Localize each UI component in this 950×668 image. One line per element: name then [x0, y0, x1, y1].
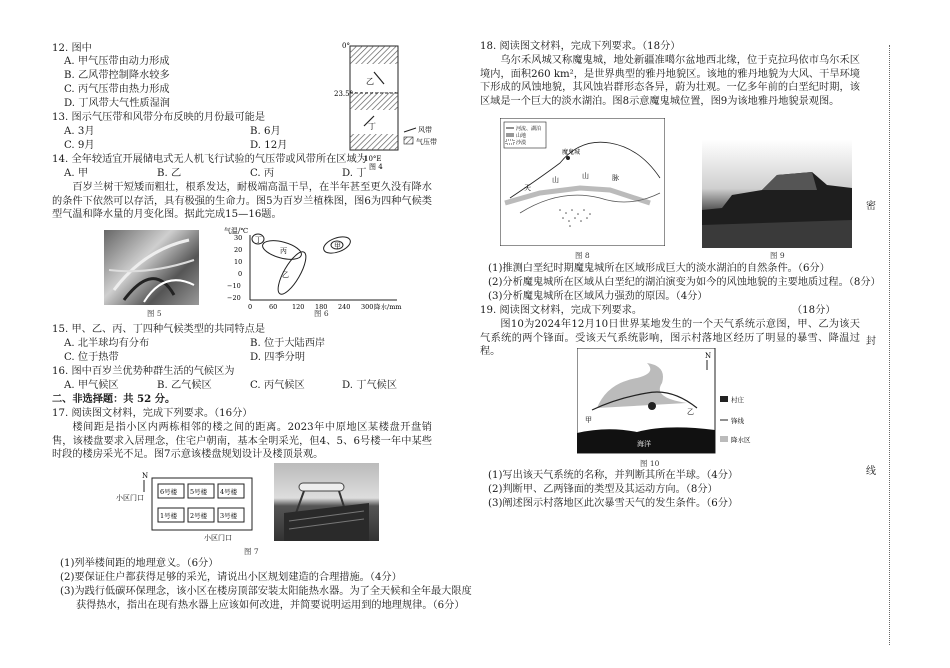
mountain-char-2: 山	[552, 176, 559, 184]
q16-option-c: C. 丙气候区	[250, 380, 305, 391]
legend-mountains: 山地	[516, 133, 527, 139]
yardang-illustration	[702, 140, 852, 248]
q15-option-b: B. 位于大陆西岸	[250, 338, 326, 349]
building-5: 5号楼	[190, 488, 208, 496]
pressure-belt-mid	[350, 92, 398, 110]
fig7-gate-left: 小区门口	[116, 494, 144, 502]
q19-title: 19. 阅读图文材料，完成下列要求。	[480, 305, 643, 316]
q17-sub-2: (2)要保证住户都获得足够的采光，请说出小区规划建造的合理措施。（4分）	[60, 572, 402, 583]
q14-option-d: D. 丁	[342, 168, 367, 179]
xtick: 0	[248, 303, 253, 311]
q16-title: 16. 图中百岁兰优势种群生活的气候区为	[52, 366, 235, 377]
fig6-ylabel: 气温/℃	[224, 227, 249, 235]
q12-option-a: A. 甲气压带由动力形成	[64, 56, 170, 67]
q13-option-c: C. 9月	[64, 140, 95, 151]
xtick: 300	[361, 303, 374, 311]
q16-option-b: B. 乙气候区	[157, 380, 212, 391]
q18-paragraph: 乌尔禾风城又称魔鬼城，地处新疆准噶尔盆地西北缘，位于克拉玛依市乌尔禾区境内，面积260 km²，是世界典型的雅丹地貌区。该地的雅丹地貌为大风、干旱环境下形成的风蚀地貌，其风蚀岩群形态各异，蔚为壮观。一亿多年前的白垩纪时期，该区域是一个巨大的淡水湖泊。图8示意魔鬼城位置，图9为该地雅丹地貌景观图。	[480, 55, 860, 107]
figure-10	[577, 348, 772, 458]
figure-5-photo	[104, 230, 199, 305]
legend-pressure: 气压带	[416, 138, 437, 146]
fig10-sea: 海洋	[637, 440, 651, 448]
q19-sub-2: (2)判断甲、乙两锋面的类型及其运动方向。（8分）	[488, 484, 718, 495]
legend-pressure-swatch	[404, 137, 413, 144]
q19-sub-1: (1)写出该天气系统的名称，并判断其所在半球。（4分）	[488, 470, 739, 481]
fig4-label-yi: 乙	[366, 77, 374, 86]
q15-option-c: C. 位于热带	[64, 352, 119, 363]
mountain-char-4: 脉	[612, 174, 619, 182]
fig6-label-bing: 丙	[280, 247, 287, 255]
binding-char-feng: 封	[862, 333, 880, 351]
building-6: 6号楼	[160, 488, 178, 496]
q13-option-b: B. 6月	[250, 126, 281, 137]
legend-precip-swatch	[720, 436, 728, 442]
figure-7-plan	[112, 470, 262, 548]
section-2-heading: 二、非选择题：共 52 分。	[52, 393, 176, 405]
q15-option-a: A. 北半球均有分布	[64, 338, 150, 349]
plant-illustration	[104, 230, 199, 305]
fig4-lat-23: 23.5°	[334, 90, 354, 98]
q18-title: 18. 阅读图文材料，完成下列要求。（18分）	[480, 41, 681, 52]
q19-sub-3: (3)阐述图示村落地区此次暴雪天气的发生条件。（6分）	[488, 498, 739, 509]
fig6-label-ding: 丁	[255, 236, 262, 244]
fig10-legend-village: 村庄	[731, 396, 744, 404]
fig7-caption: 图 7	[244, 547, 259, 556]
q12-option-c: C. 丙气压带由热力形成	[64, 84, 170, 95]
fig8-devil-city: 魔鬼城	[562, 149, 581, 156]
fig4-label-ding: 丁	[368, 122, 376, 131]
q16-option-a: A. 甲气候区	[64, 380, 119, 391]
front-jia: 甲	[585, 416, 592, 424]
climate-yi-ellipse	[273, 248, 311, 298]
fig8-caption: 图 8	[575, 251, 590, 260]
q18-sub-3: (3)分析魔鬼城所在区域风力强劲的原因。（4分）	[488, 291, 708, 302]
q14-option-b: B. 乙	[157, 168, 182, 179]
q13-option-d: D. 12月	[250, 140, 288, 151]
fig6-xlabel: 降水/mm	[374, 303, 402, 311]
pressure-belt-top	[350, 46, 398, 64]
fig4-caption: 图 4	[369, 163, 383, 170]
q17-title: 17. 阅读图文材料，完成下列要求。（16分）	[52, 408, 253, 419]
xtick: 120	[292, 303, 305, 311]
q12-option-d: D. 丁风带大气性质湿润	[64, 98, 170, 109]
q17-sub-3a: (3)为践行低碳环保理念，该小区在楼房顶部安装太阳能热水器。为了全天候和全年最大限度	[60, 586, 472, 597]
ytick: −10	[227, 282, 241, 290]
binding-char-mi: 密	[862, 198, 880, 216]
ytick: 20	[234, 246, 243, 254]
legend-village-swatch	[720, 396, 728, 402]
figure-7-photo	[274, 463, 379, 541]
fig7-north: N	[142, 472, 149, 480]
xtick: 60	[269, 303, 278, 311]
mountain-char-1: 天	[524, 184, 531, 192]
q12-title: 12. 图中	[52, 43, 92, 54]
legend-wind-arrow	[404, 128, 416, 132]
q18-sub-2: (2)分析魔鬼城所在区域从白垩纪的湖泊演变为如今的风蚀地貌的主要地质过程。（8分）	[488, 277, 881, 288]
mountain-char-3: 山	[582, 172, 589, 180]
fig10-legend-precip: 降水区	[731, 436, 751, 444]
figure-9-photo	[702, 140, 852, 248]
ytick: 30	[234, 234, 243, 242]
solar-heater-illustration	[274, 463, 379, 541]
building-3: 3号楼	[220, 512, 238, 520]
pressure-belt-bottom	[350, 134, 398, 150]
q18-sub-1: (1)推测白垩纪时期魔鬼城所在区域形成巨大的淡水湖泊的自然条件。（6分）	[488, 263, 830, 274]
devil-city-marker	[566, 156, 570, 160]
q12-option-b: B. 乙风带控制降水较多	[64, 70, 170, 81]
binding-dotted-line	[889, 45, 890, 645]
xtick: 240	[338, 303, 351, 311]
q17-sub-3b: 获得热水，指出在现有热水器上应该如何改进，并简要说明运用到的地理规律。（6分）	[76, 600, 465, 611]
binding-char-xian: 线	[862, 463, 880, 481]
fig6-label-jia: 甲	[334, 242, 341, 250]
paragraph-15-16: 百岁兰树干短矮而粗壮，根系发达，耐极端高温干旱，在半年甚至更久没有降水的条件下依然可以存活，具有极强的生命力。图5为百岁兰植株图，图6为四种气候类型气温和降水量的月变化图。据此完成15—16题。	[52, 182, 432, 221]
figure-4	[334, 40, 454, 170]
q14-title: 14. 全年较适宜开展储电式无人机飞行试验的气压带或风带所在区域为	[52, 154, 367, 165]
fig10-north: N	[705, 352, 712, 360]
fig4-lon: 10°E	[364, 155, 382, 163]
building-2: 2号楼	[190, 512, 208, 520]
q15-title: 15. 甲、乙、丙、丁四种气候类型的共同特点是	[52, 324, 266, 335]
front-yi: 乙	[687, 408, 694, 416]
legend-desert: 沙漠	[516, 140, 527, 146]
legend-rivers: 河流、湖泊	[516, 126, 542, 132]
q15-option-d: D. 四季分明	[250, 352, 306, 363]
legend-wind: 风带	[418, 126, 432, 134]
figure-8-map	[500, 118, 665, 246]
xtick: 180	[315, 303, 328, 311]
q19-paragraph: 图10为2024年12月10日世界某地发生的一个天气系统示意图，甲、乙为该天气系统的两个锋面。受该天气系统影响，图示村落地区经历了明显的暴雪、降温过程。	[480, 319, 860, 358]
fig6-xticks	[248, 303, 373, 311]
fig6-label-yi: 乙	[282, 271, 289, 279]
q17-sub-1: (1)列举楼间距的地理意义。（6分）	[60, 558, 219, 569]
ytick: 10	[234, 258, 243, 266]
q13-option-a: A. 3月	[64, 126, 95, 137]
fig5-caption: 图 5	[147, 309, 162, 318]
fig6-caption: 图 6	[314, 309, 329, 318]
ytick: 0	[238, 270, 243, 278]
q16-option-d: D. 丁气候区	[342, 380, 398, 391]
q14-option-a: A. 甲	[64, 168, 89, 179]
fig4-lat-0: 0°	[342, 42, 350, 50]
village-marker	[648, 402, 656, 410]
q14-option-c: C. 丙	[250, 168, 275, 179]
q17-paragraph: 楼间距是指小区内两栋相邻的楼之间的距离。2023年中原地区某楼盘开盘销售，该楼盘要求入居理念，住宅户朝南，基本全明采光，但4、5、6号楼一年中某些时段的楼房采光不足。图7示意该楼盘规划设计及楼顶景观。	[52, 422, 432, 461]
building-4: 4号楼	[220, 488, 238, 496]
fig9-caption: 图 9	[770, 251, 785, 260]
fig10-caption: 图 10	[640, 459, 660, 468]
fig7-gate-bottom: 小区门口	[204, 534, 232, 542]
figure-6	[222, 225, 422, 320]
q19-points: （18分）	[792, 305, 836, 316]
building-1: 1号楼	[160, 512, 178, 520]
ytick: −20	[227, 294, 241, 302]
fig10-legend-front: 锋线	[731, 417, 744, 425]
q13-title: 13. 图示气压带和风带分布反映的月份最可能是	[52, 112, 266, 123]
fig6-yticks	[227, 234, 242, 302]
